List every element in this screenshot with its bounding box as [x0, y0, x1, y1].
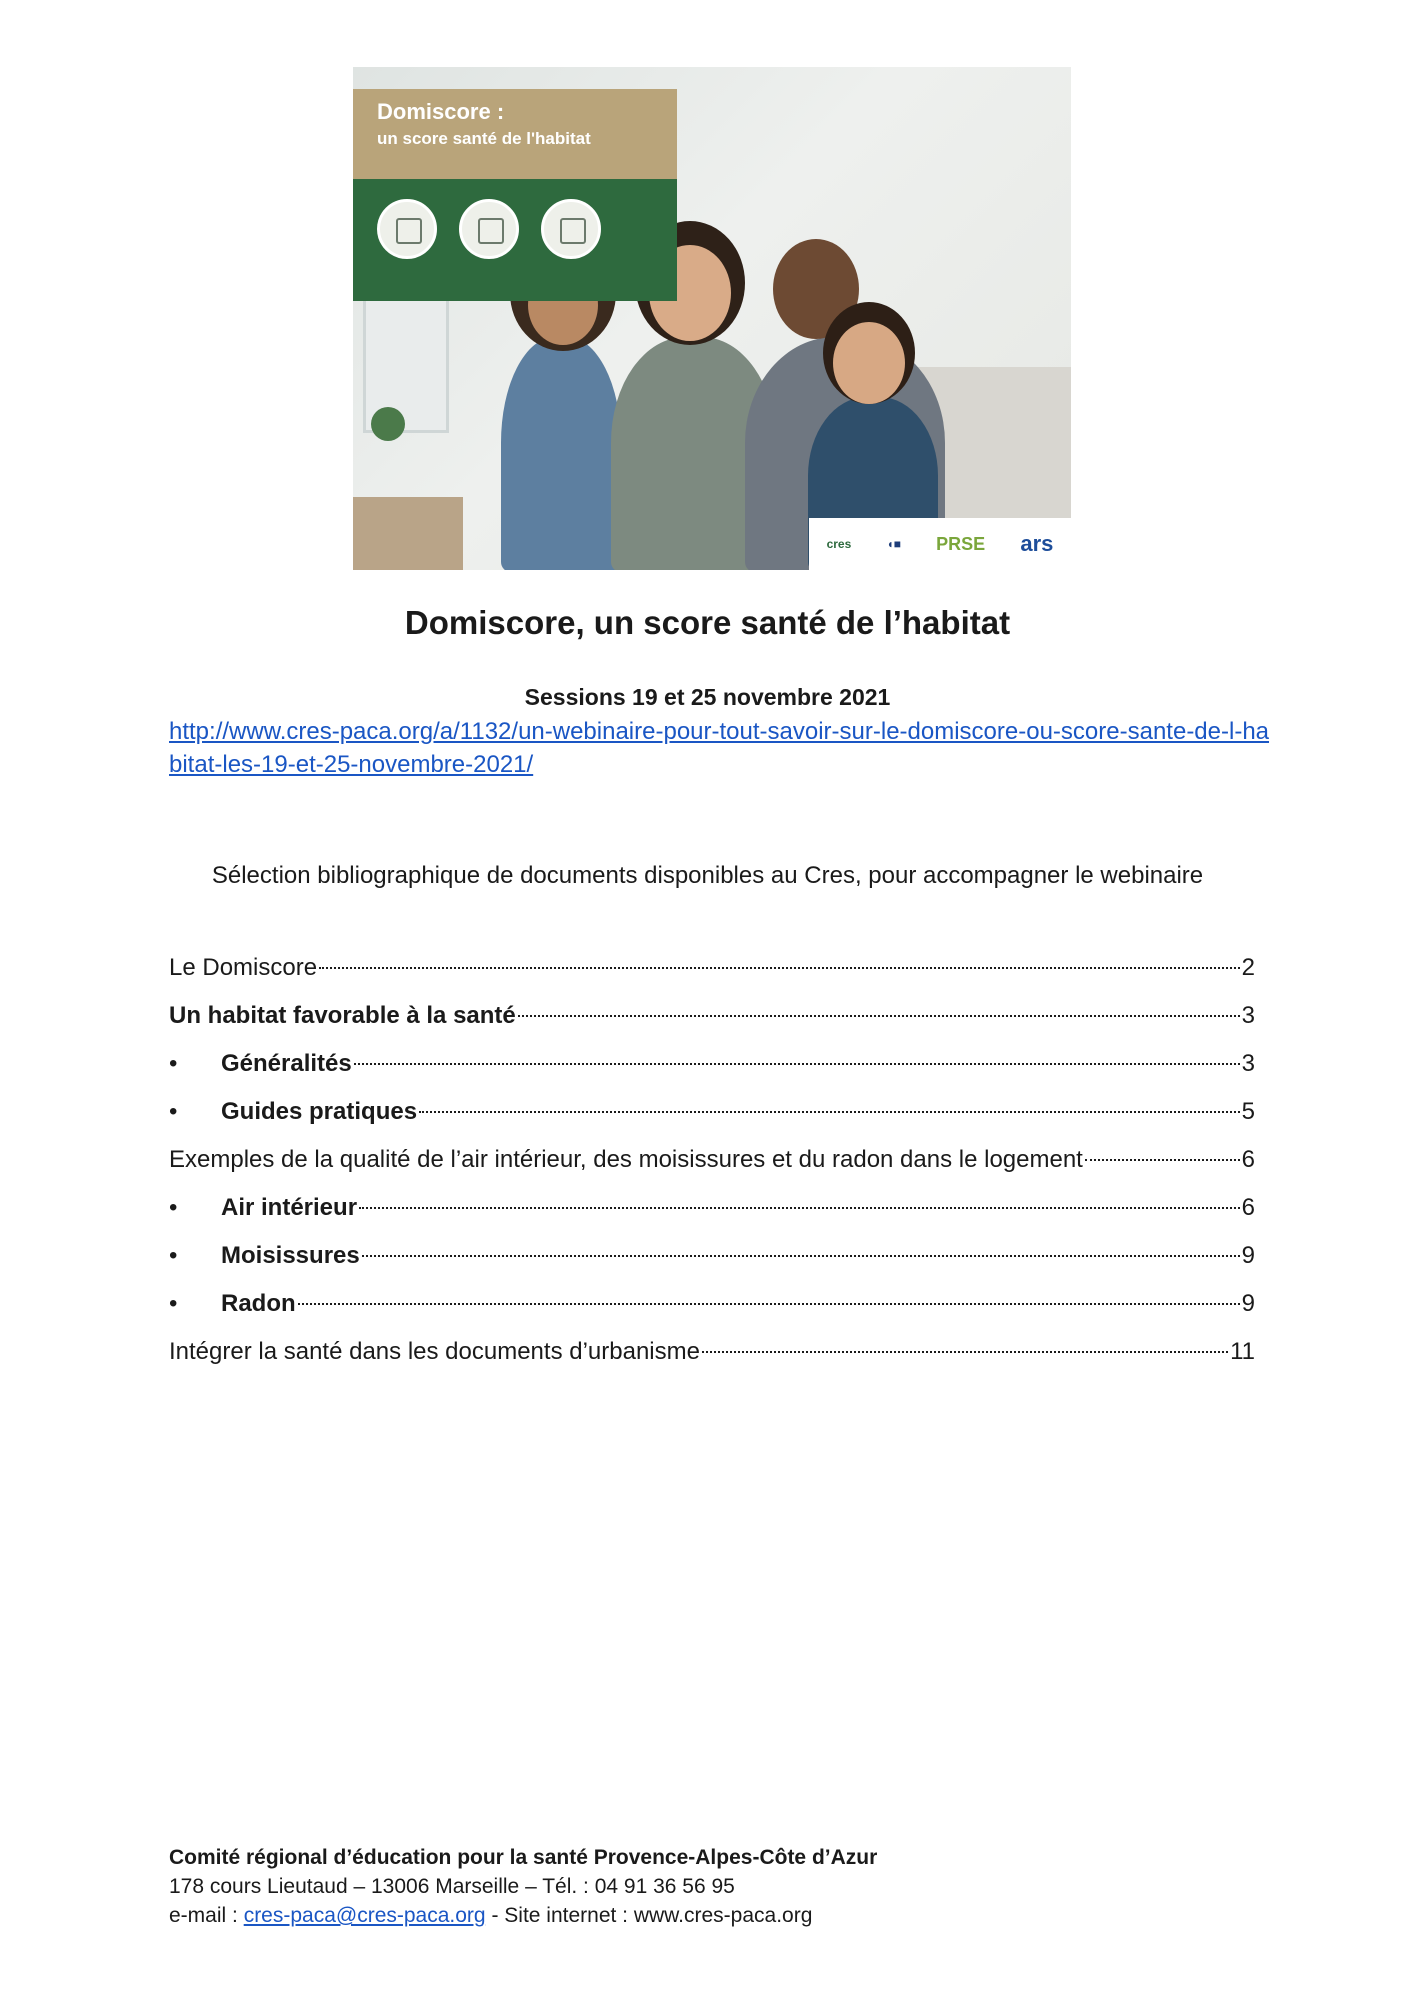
bullet-icon: •	[169, 1290, 178, 1317]
toc-dot-leader	[1085, 1158, 1240, 1161]
toc-entry-label: Moisissures	[221, 1242, 360, 1269]
partner-logos	[809, 518, 1071, 570]
footer-email-prefix: e-mail :	[169, 1904, 244, 1927]
document-title: Domiscore, un score santé de l’habitat	[404, 604, 1011, 641]
toc-entry[interactable]	[169, 1136, 1255, 1184]
toc-entry-page: 6	[1241, 1146, 1255, 1173]
toc-entry[interactable]	[169, 1040, 1255, 1088]
footer-organization: Comité régional d’éducation pour la santé Provence-Alpes-Côte d’Azur	[169, 1846, 878, 1869]
bullet-icon: •	[169, 1242, 178, 1269]
footer-site: - Site internet : www.cres-paca.org	[485, 1904, 813, 1927]
footer-email-link[interactable]: cres-paca@cres-paca.org	[243, 1904, 486, 1927]
hero-banner-image	[353, 67, 1071, 570]
toc-entry-label: Guides pratiques	[221, 1098, 418, 1125]
footer-contact	[169, 1901, 877, 1930]
toc-entry-label: Intégrer la santé dans les documents d’urbanisme	[169, 1338, 700, 1365]
toc-entry-page: 9	[1241, 1242, 1255, 1269]
toc-entry-page: 3	[1241, 1002, 1255, 1029]
toc-entry[interactable]	[169, 1232, 1255, 1280]
toc-dot-leader	[702, 1350, 1228, 1353]
banner-title-band	[353, 89, 677, 179]
banner-subtitle: un score santé de l'habitat	[377, 129, 591, 148]
prse-logo: PRSE	[936, 533, 986, 554]
background-shelf	[353, 497, 463, 570]
toc-dot-leader	[359, 1206, 1240, 1209]
ars-logo: ars	[1020, 531, 1054, 556]
toc-dot-leader	[298, 1302, 1240, 1305]
toc-entry-label: Un habitat favorable à la santé	[169, 1002, 516, 1029]
toc-dot-leader	[518, 1014, 1240, 1017]
spf-logo: ◖■	[886, 537, 901, 551]
toc-dot-leader	[362, 1254, 1240, 1257]
toc-entry[interactable]	[169, 1328, 1255, 1376]
bullet-icon: •	[169, 1194, 178, 1221]
bullet-icon: •	[169, 1050, 178, 1077]
toc-entry-page: 2	[1241, 954, 1255, 981]
sessions-dates: Sessions 19 et 25 novembre 2021	[524, 684, 891, 710]
toc-dot-leader	[354, 1062, 1240, 1065]
banner-title-box	[353, 89, 677, 301]
toc-entry-page: 9	[1241, 1290, 1255, 1317]
family-pictogram-icon	[377, 199, 437, 259]
toc-entry-label: Le Domiscore	[169, 954, 318, 981]
selection-description: Sélection bibliographique de documents disponibles au Cres, pour accompagner le webinaire	[211, 862, 1204, 889]
toc-entry-page: 3	[1241, 1050, 1255, 1077]
person-father-head	[773, 239, 859, 339]
toc-entry-page: 11	[1230, 1338, 1255, 1365]
toc-entry[interactable]	[169, 1088, 1255, 1136]
toc-entry[interactable]	[169, 944, 1255, 992]
toc-entry-page: 5	[1241, 1098, 1255, 1125]
cres-logo: cres	[826, 537, 852, 551]
toc-dot-leader	[419, 1110, 1240, 1113]
toc-entry-label: Radon	[221, 1290, 296, 1317]
toc-dot-leader	[319, 966, 1240, 969]
toc-entry-page: 6	[1241, 1194, 1255, 1221]
background-plant	[371, 407, 405, 441]
person-child-right-head	[833, 322, 905, 404]
room-pictogram-icon	[459, 199, 519, 259]
toc-entry[interactable]	[169, 1184, 1255, 1232]
person-child-left	[501, 337, 621, 570]
table-of-contents	[169, 944, 1255, 1376]
toc-entry[interactable]	[169, 992, 1255, 1040]
banner-title: Domiscore :	[377, 99, 505, 124]
bullet-icon: •	[169, 1098, 178, 1125]
toc-entry[interactable]	[169, 1280, 1255, 1328]
toc-entry-label: Exemples de la qualité de l’air intérieur, des moisissures et du radon dans le logement	[169, 1146, 1083, 1173]
toc-entry-label: Air intérieur	[221, 1194, 358, 1221]
footer-address: 178 cours Lieutaud – 13006 Marseille – Tél. : 04 91 36 56 95	[169, 1875, 735, 1898]
house-pictogram-icon	[541, 199, 601, 259]
footer	[169, 1843, 877, 1930]
webinar-link[interactable]: http://www.cres-paca.org/a/1132/un-webinaire-pour-tout-savoir-sur-le-domiscore-ou-score-sante-de-l-habitat-les-19-et-25-novembre-2021/	[169, 718, 1270, 778]
toc-entry-label: Généralités	[221, 1050, 352, 1077]
